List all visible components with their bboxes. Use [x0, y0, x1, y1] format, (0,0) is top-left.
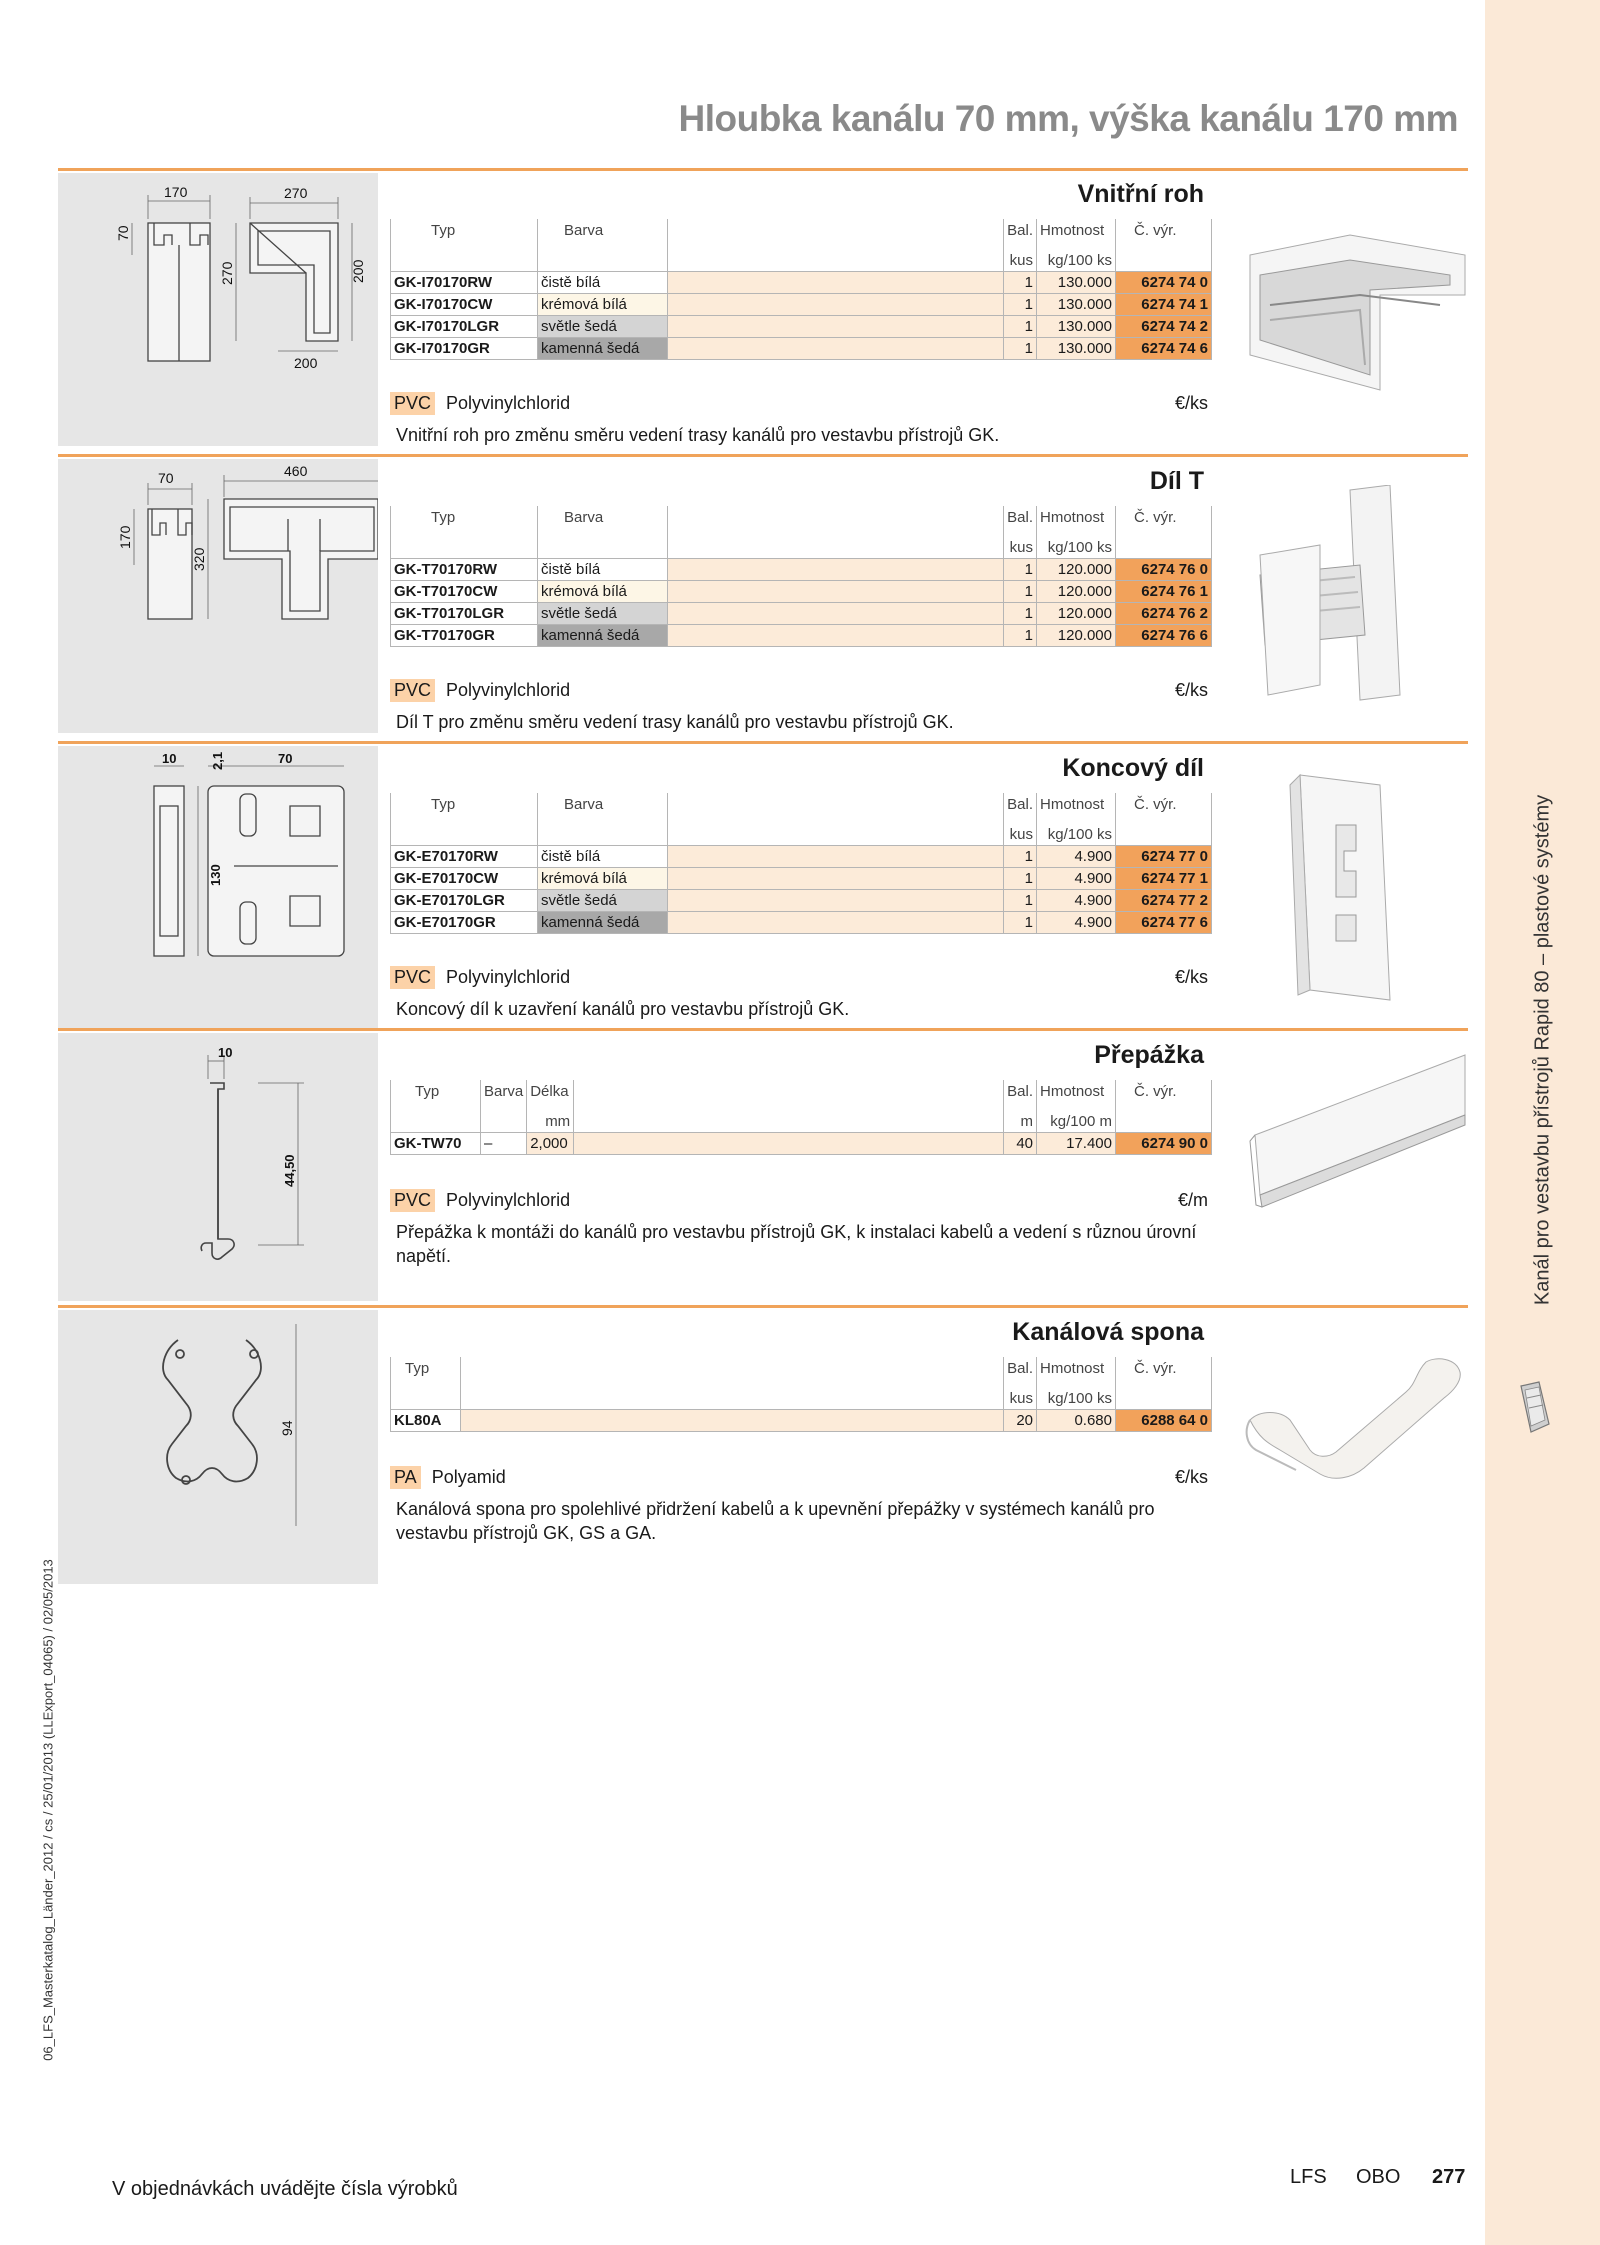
weight: 130.000 [1037, 272, 1116, 294]
header-hmotnost: Hmotnost [1037, 219, 1116, 249]
pack-qty: 1 [1004, 272, 1037, 294]
unit-kg100ks: kg/100 ks [1037, 1387, 1116, 1410]
dimension-label: 460 [284, 463, 308, 479]
product-type: GK-I70170GR [391, 338, 538, 360]
article-number: 6274 77 1 [1116, 868, 1212, 890]
header-barva: Barva [481, 1080, 527, 1110]
pack-qty: 1 [1004, 890, 1037, 912]
header-hmotnost: Hmotnost [1037, 1357, 1116, 1387]
product-description: Vnitřní roh pro změnu směru vedení trasy kanálů pro vestavbu přístrojů GK. [396, 425, 1000, 445]
price-unit: €/ks [1174, 680, 1208, 700]
dimension-label: 10 [162, 751, 177, 766]
product-color: krémová bílá [538, 581, 668, 603]
section-title: Vnitřní roh [1077, 180, 1204, 208]
table-row [391, 559, 1212, 581]
table-row [391, 1410, 1212, 1432]
header-typ: Typ [391, 1080, 481, 1110]
material-row [390, 392, 1212, 418]
product-photo-cable-clip [1240, 1340, 1470, 1510]
pack-qty: 1 [1004, 603, 1037, 625]
table-row [391, 912, 1212, 934]
header-bal: Bal. [1004, 793, 1037, 823]
unit-kus: kus [1004, 1387, 1037, 1410]
weight: 17.400 [1037, 1133, 1116, 1155]
header-typ: Typ [391, 1357, 461, 1387]
dimension-label: 70 [115, 225, 131, 241]
header-bal: Bal. [1004, 1357, 1037, 1387]
footer-brand-lfs: LFS [1290, 2166, 1327, 2188]
section-divider [58, 1305, 1468, 1308]
article-number: 6274 77 6 [1116, 912, 1212, 934]
product-description: Koncový díl k uzavření kanálů pro vestavbu přístrojů GK. [396, 999, 850, 1019]
dimension-label: 270 [284, 185, 308, 201]
unit-kus: kus [1004, 823, 1037, 846]
product-type: GK-T70170LGR [391, 603, 538, 625]
table-row [391, 868, 1212, 890]
product-color: – [481, 1133, 527, 1155]
material-name: Polyamid [431, 1467, 506, 1487]
table-row [391, 294, 1212, 316]
length: 2,000 [527, 1133, 574, 1155]
weight: 0.680 [1037, 1410, 1116, 1432]
pack-qty: 40 [1004, 1133, 1037, 1155]
material-row [390, 1466, 1212, 1492]
product-type: GK-T70170GR [391, 625, 538, 647]
material-code: PA [390, 1466, 421, 1489]
product-table-t-piece [390, 506, 1212, 647]
product-color: čistě bílá [538, 272, 668, 294]
article-number: 6274 76 0 [1116, 559, 1212, 581]
article-number: 6274 76 2 [1116, 603, 1212, 625]
unit-kg100ks: kg/100 ks [1037, 249, 1116, 272]
footer-order-note: V objednávkách uvádějte čísla výrobků [112, 2178, 458, 2200]
product-description: Díl T pro změnu směru vedení trasy kanálů pro vestavbu přístrojů GK. [396, 712, 954, 732]
weight: 120.000 [1037, 603, 1116, 625]
header-bal: Bal. [1004, 219, 1037, 249]
article-number: 6274 74 6 [1116, 338, 1212, 360]
dimension-label: 200 [294, 355, 318, 371]
header-typ: Typ [391, 219, 538, 249]
cable-duct-icon [1515, 1380, 1555, 1436]
material-name: Polyvinylchlorid [446, 1190, 571, 1210]
article-number: 6274 74 1 [1116, 294, 1212, 316]
pack-qty: 1 [1004, 625, 1037, 647]
unit-mm: mm [527, 1110, 574, 1133]
product-color: čistě bílá [538, 846, 668, 868]
unit-kg100ks: kg/100 ks [1037, 823, 1116, 846]
header-bal: Bal. [1004, 1080, 1037, 1110]
material-name: Polyvinylchlorid [446, 393, 571, 413]
product-table-cable-clip [390, 1357, 1212, 1432]
dimension-label: 170 [164, 184, 188, 200]
product-color: světle šedá [538, 316, 668, 338]
section-title: Díl T [1149, 467, 1204, 495]
article-number: 6288 64 0 [1116, 1410, 1212, 1432]
weight: 120.000 [1037, 625, 1116, 647]
price-unit: €/ks [1174, 1467, 1208, 1487]
unit-kus: kus [1004, 249, 1037, 272]
weight: 120.000 [1037, 581, 1116, 603]
product-color: krémová bílá [538, 868, 668, 890]
dimension-label: 2,1 [210, 751, 225, 770]
pack-qty: 1 [1004, 316, 1037, 338]
product-color: krémová bílá [538, 294, 668, 316]
product-photo-inner-corner [1240, 215, 1470, 405]
header-hmotnost: Hmotnost [1037, 506, 1116, 536]
table-row [391, 625, 1212, 647]
table-row [391, 603, 1212, 625]
product-color: světle šedá [538, 603, 668, 625]
unit-kus: kus [1004, 536, 1037, 559]
product-color: kamenná šedá [538, 338, 668, 360]
section-title: Přepážka [1094, 1041, 1204, 1069]
header-barva: Barva [538, 793, 668, 823]
product-type: GK-I70170LGR [391, 316, 538, 338]
pack-qty: 1 [1004, 846, 1037, 868]
product-color: světle šedá [538, 890, 668, 912]
product-photo-t-piece [1240, 485, 1470, 705]
pack-qty: 20 [1004, 1410, 1037, 1432]
article-number: 6274 77 2 [1116, 890, 1212, 912]
product-type: GK-T70170CW [391, 581, 538, 603]
product-type: GK-E70170GR [391, 912, 538, 934]
product-description: Kanálová spona pro spolehlivé přidržení kabelů a k upevnění přepážky v systémech kanálů pro vestavbu přístrojů GK, GS a GA. [396, 1499, 1155, 1543]
material-code: PVC [390, 392, 435, 415]
dimension-label: 200 [350, 259, 366, 283]
product-type: GK-E70170RW [391, 846, 538, 868]
technical-drawing-t-piece [58, 459, 378, 733]
pack-qty: 1 [1004, 581, 1037, 603]
product-table-partition [390, 1080, 1212, 1155]
article-number: 6274 77 0 [1116, 846, 1212, 868]
table-row [391, 581, 1212, 603]
header-hmotnost: Hmotnost [1037, 1080, 1116, 1110]
material-code: PVC [390, 966, 435, 989]
table-row [391, 338, 1212, 360]
product-type: GK-E70170CW [391, 868, 538, 890]
header-hmotnost: Hmotnost [1037, 793, 1116, 823]
price-unit: €/ks [1174, 967, 1208, 987]
product-type: GK-E70170LGR [391, 890, 538, 912]
unit-kg100ks: kg/100 ks [1037, 536, 1116, 559]
header-typ: Typ [391, 793, 538, 823]
header-cvyr: Č. výr. [1116, 1080, 1212, 1110]
weight: 4.900 [1037, 868, 1116, 890]
material-row [390, 679, 1212, 705]
weight: 4.900 [1037, 846, 1116, 868]
dimension-label: 44,50 [282, 1154, 297, 1187]
table-row [391, 890, 1212, 912]
price-unit: €/ks [1174, 393, 1208, 413]
header-barva: Barva [538, 506, 668, 536]
sidebar-category-text: Kanál pro vestavbu přístrojů Rapid 80 – plastové systémy [1531, 794, 1554, 1306]
material-name: Polyvinylchlorid [446, 680, 571, 700]
pack-qty: 1 [1004, 338, 1037, 360]
pack-qty: 1 [1004, 294, 1037, 316]
pack-qty: 1 [1004, 912, 1037, 934]
product-color: kamenná šedá [538, 912, 668, 934]
product-type: GK-TW70 [391, 1133, 481, 1155]
weight: 4.900 [1037, 890, 1116, 912]
technical-drawing-inner-corner [58, 173, 378, 446]
product-description: Přepážka k montáži do kanálů pro vestavbu přístrojů GK, k instalaci kabelů a vedení s různou úrovní napětí. [396, 1222, 1197, 1266]
table-row [391, 1133, 1212, 1155]
product-type: GK-I70170CW [391, 294, 538, 316]
section-title: Kanálová spona [1012, 1318, 1204, 1346]
weight: 130.000 [1037, 294, 1116, 316]
weight: 130.000 [1037, 316, 1116, 338]
table-row [391, 846, 1212, 868]
dimension-label: 130 [208, 864, 223, 886]
article-number: 6274 90 0 [1116, 1133, 1212, 1155]
dimension-label: 70 [278, 751, 293, 766]
catalog-export-code: 06_LFS_Masterkatalog_Länder_2012 / cs / 25/01/2013 (LLExport_04065) / 02/05/2013 [40, 1559, 56, 2061]
footer-brand-obo: OBO [1356, 2166, 1401, 2188]
header-cvyr: Č. výr. [1116, 793, 1212, 823]
table-row [391, 272, 1212, 294]
product-table-inner-corner [390, 219, 1212, 360]
header-cvyr: Č. výr. [1116, 219, 1212, 249]
product-type: GK-T70170RW [391, 559, 538, 581]
weight: 120.000 [1037, 559, 1116, 581]
article-number: 6274 74 0 [1116, 272, 1212, 294]
header-cvyr: Č. výr. [1116, 506, 1212, 536]
material-code: PVC [390, 1189, 435, 1212]
dimension-label: 320 [191, 547, 207, 571]
section-divider [58, 741, 1468, 744]
article-number: 6274 76 6 [1116, 625, 1212, 647]
table-row [391, 316, 1212, 338]
product-type: KL80A [391, 1410, 461, 1432]
header-cvyr: Č. výr. [1116, 1357, 1212, 1387]
weight: 130.000 [1037, 338, 1116, 360]
page-number: 277 [1432, 2166, 1466, 2188]
pack-qty: 1 [1004, 559, 1037, 581]
section-title: Koncový díl [1062, 754, 1204, 782]
product-table-end-piece [390, 793, 1212, 934]
price-unit: €/m [1177, 1190, 1208, 1210]
section-divider [58, 1028, 1468, 1031]
product-color: kamenná šedá [538, 625, 668, 647]
product-color: čistě bílá [538, 559, 668, 581]
material-code: PVC [390, 679, 435, 702]
section-divider [58, 168, 1468, 171]
header-delka: Délka [527, 1080, 574, 1110]
page-title: Hloubka kanálu 70 mm, výška kanálu 170 mm [678, 98, 1458, 139]
header-bal: Bal. [1004, 506, 1037, 536]
material-name: Polyvinylchlorid [446, 967, 571, 987]
header-barva: Barva [538, 219, 668, 249]
product-photo-partition [1240, 1045, 1470, 1245]
dimension-label: 10 [218, 1045, 233, 1060]
weight: 4.900 [1037, 912, 1116, 934]
unit-m: m [1004, 1110, 1037, 1133]
technical-drawing-partition [58, 1033, 378, 1301]
material-row [390, 966, 1212, 992]
dimension-label: 70 [158, 470, 174, 486]
material-row [390, 1189, 1212, 1215]
technical-drawing-cable-clip [58, 1310, 378, 1584]
product-photo-end-piece [1240, 765, 1470, 1005]
unit-kg100m: kg/100 m [1037, 1110, 1116, 1133]
dimension-label: 270 [219, 261, 235, 285]
dimension-label: 94 [279, 1420, 295, 1436]
technical-drawing-end-piece [58, 746, 378, 1028]
article-number: 6274 76 1 [1116, 581, 1212, 603]
dimension-label: 170 [117, 525, 133, 549]
product-type: GK-I70170RW [391, 272, 538, 294]
header-typ: Typ [391, 506, 538, 536]
section-divider [58, 454, 1468, 457]
article-number: 6274 74 2 [1116, 316, 1212, 338]
pack-qty: 1 [1004, 868, 1037, 890]
